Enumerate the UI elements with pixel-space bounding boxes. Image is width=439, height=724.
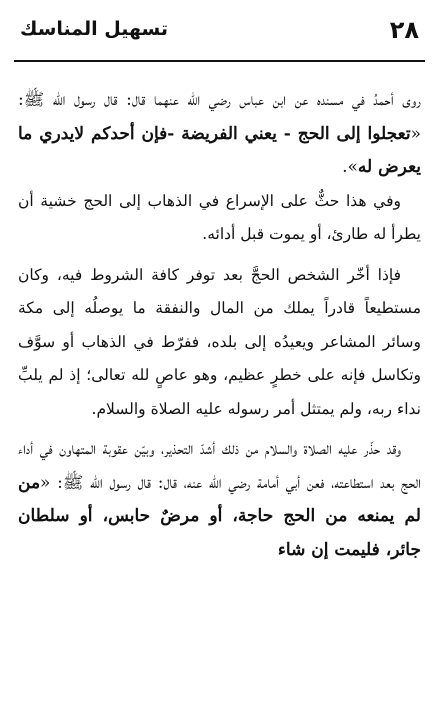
paragraph-1-end: ». <box>342 157 358 177</box>
hadith-quote-1: تعجلوا إلى الحج - يعني الفريضة -فإن أحدكم لايدري ما يعرض له <box>18 123 421 177</box>
page-header <box>14 0 425 60</box>
paragraph-3: فإذا أخّر الشخص الحجَّ بعد توفر كافة الشروط فيه، وكان مستطيعاً قادراً يملك من المال والنفقة ما يوصلُه إلى مكة وسائر المشاعر ويعيدُه إلى بلده، ففرّط في الذهاب أو سوَّف وتكاسل فإنه على خطرٍ عظيم، وهو عاصٍ لله تعالى؛ إذ لم يلبِّ نداء ربه، ولم يمتثل أمر رسوله عليه الصلاة والسلام. <box>18 265 421 418</box>
paragraph-2: وفي هذا حثٌّ على الإسراع في الذهاب إلى الحج خشية أن يطرأ له طارئ، أو يموت قبل أدائه. <box>18 191 421 243</box>
hadith-quote-2: من لم يمنعه من الحج حاجة، أو مرضٌ حابس، أو سلطان جائر، فليمت إن شاء <box>18 472 421 560</box>
page-number: ٢٨ <box>389 16 419 44</box>
header-rule <box>14 60 425 62</box>
page-body <box>18 84 421 567</box>
book-title: تسهيل المناسك <box>20 18 168 40</box>
paragraph-1-text: روى أحمدُ في مسنده عن ابن عباس رضي الله عنهما قال: قال رسول الله ﷺ: « <box>18 90 421 144</box>
paragraph-4 <box>18 433 421 567</box>
paragraph-4-text: وقد حذّر عليه الصلاة والسلام من ذلك أشدّ التحذير، وبيّن عقوبة المتهاون في أداء الحج بعد استطاعته، فعن أبي أمامة رضي الله عنه، قال: قال رسول الله ﷺ: « <box>18 439 421 493</box>
paragraph-1 <box>18 84 421 185</box>
